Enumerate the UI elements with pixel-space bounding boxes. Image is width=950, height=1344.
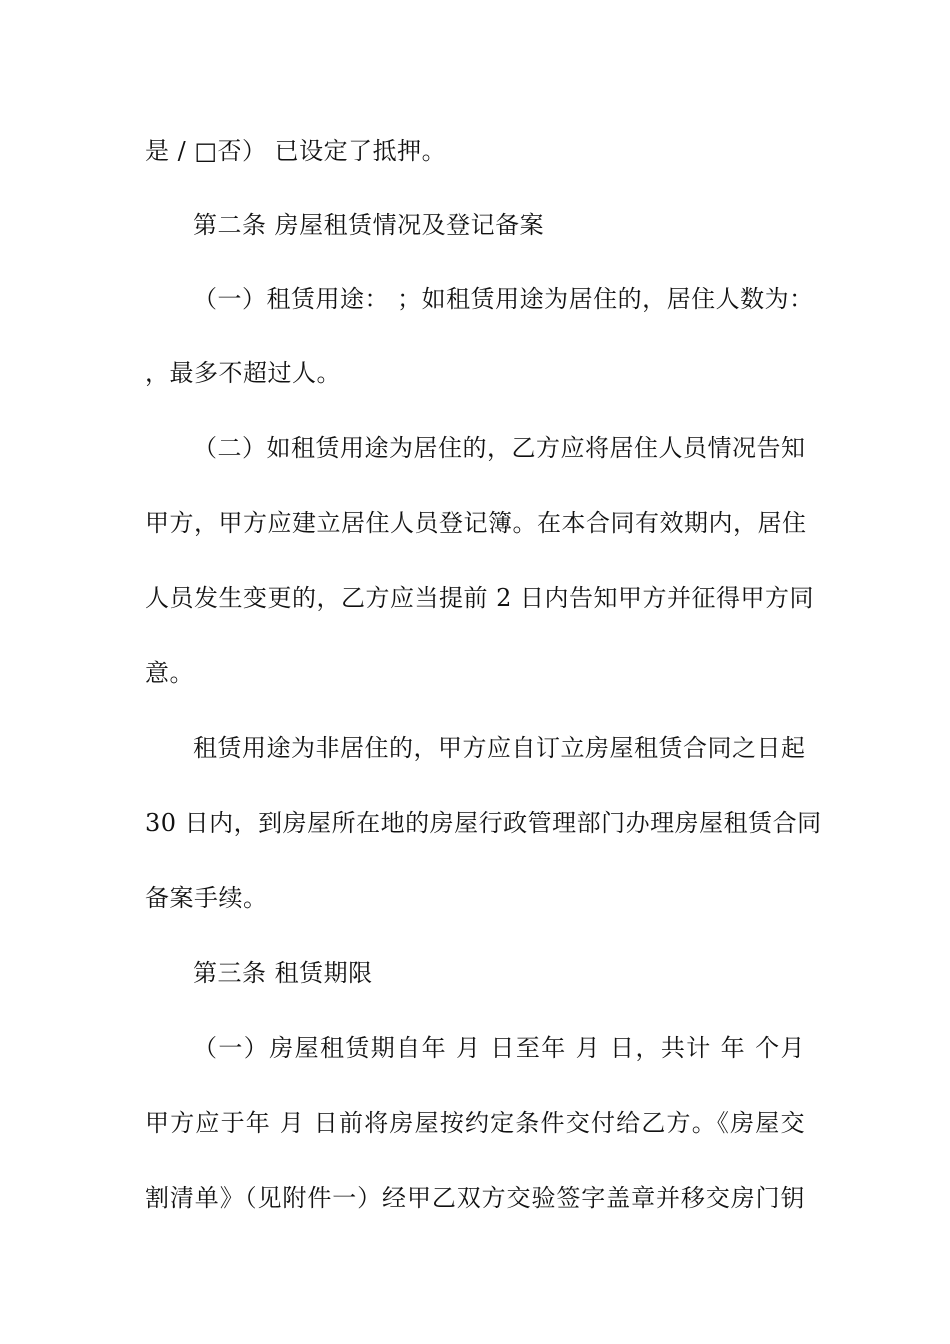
text-line-filing-deadline: 30 日内，到房屋所在地的房屋行政管理部门办理房屋租赁合同: [145, 809, 822, 837]
text-line-handover-list: 割清单》（见附件一）经甲乙双方交验签字盖章并移交房门钥: [145, 1184, 805, 1212]
text-line-mortgage-status: 是 / □否） 已设定了抵押。: [145, 137, 447, 165]
text-line-residential-notice: （二）如租赁用途为居住的，乙方应将居住人员情况告知: [193, 434, 806, 462]
text-line-resident-change: 人员发生变更的，乙方应当提前 2 日内告知甲方并征得甲方同: [145, 584, 815, 612]
text-line-consent-end: 意。: [145, 659, 194, 687]
text-line-resident-register: 甲方，甲方应建立居住人员登记簿。在本合同有效期内，居住: [145, 509, 807, 537]
text-line-max-residents: ，最多不超过人。: [145, 359, 341, 387]
text-line-delivery-date: 甲方应于年 月 日前将房屋按约定条件交付给乙方。《房屋交: [145, 1109, 805, 1137]
article-3-heading: 第三条 租赁期限: [193, 959, 373, 987]
text-line-lease-period: （一）房屋租赁期自年 月 日至年 月 日，共计 年 个月: [193, 1034, 805, 1062]
text-line-lease-purpose: （一）租赁用途： ；如租赁用途为居住的，居住人数为：: [193, 285, 814, 313]
article-2-heading: 第二条 房屋租赁情况及登记备案: [193, 211, 545, 239]
text-line-nonresidential-use: 租赁用途为非居住的，甲方应自订立房屋租赁合同之日起: [193, 734, 806, 762]
text-line-filing-procedure: 备案手续。: [145, 884, 268, 912]
